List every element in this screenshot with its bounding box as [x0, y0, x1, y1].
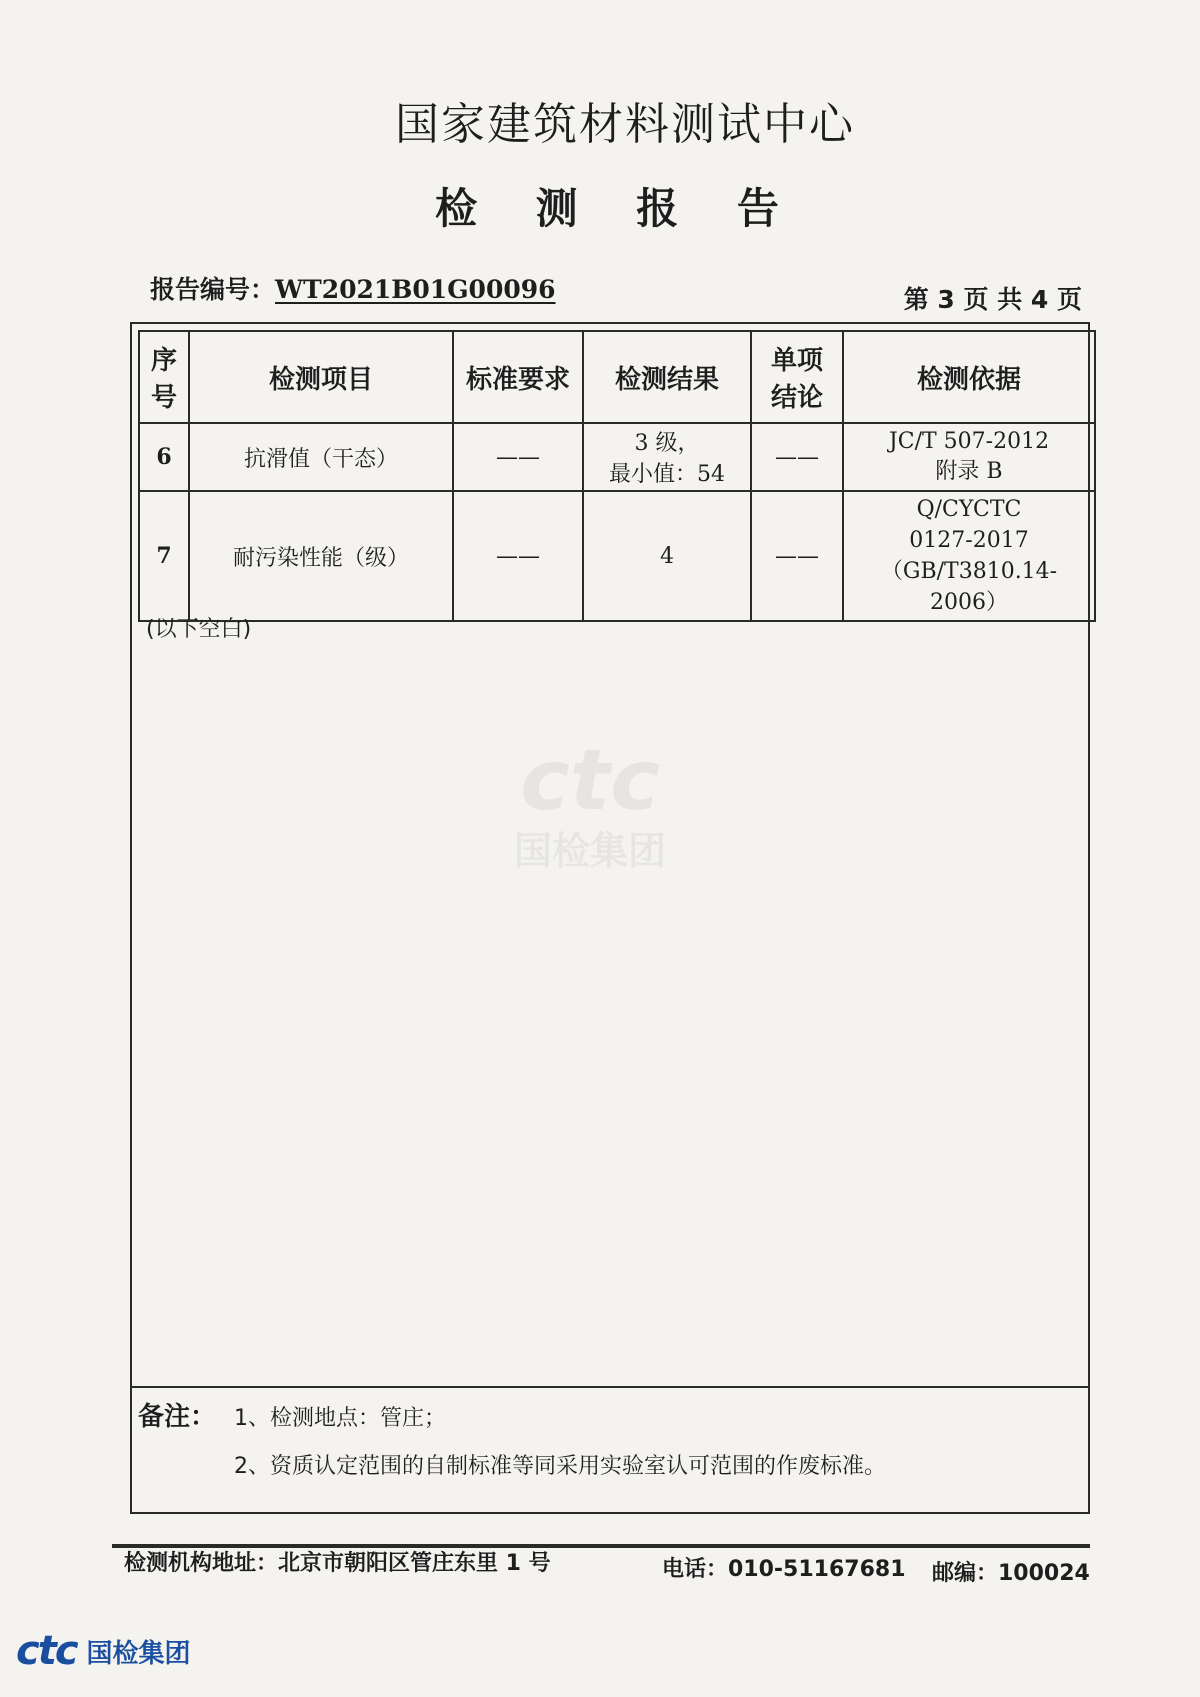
page-info: 第 3 页 共 4 页	[903, 285, 1082, 314]
brand	[16, 1628, 191, 1674]
row-basis: JC/T 507-2012 附录 B	[843, 423, 1095, 491]
org-title: 国家建筑材料测试中心	[395, 99, 855, 150]
note-2: 2、资质认定范围的自制标准等同采用实验室认可范围的作废标准。	[234, 1454, 886, 1479]
footer-postcode: 邮编：100024	[932, 1561, 1090, 1586]
notes-divider	[130, 1386, 1088, 1388]
row-seq: 6	[139, 423, 189, 491]
table-header-row	[139, 331, 1095, 423]
report-number	[150, 270, 556, 306]
footer-phone: 电话：010-51167681	[662, 1557, 906, 1582]
header-basis: 检测依据	[843, 331, 1095, 423]
row-result: 4	[583, 491, 751, 621]
row-item: 耐污染性能（级）	[189, 491, 453, 621]
report-number-label: 报告编号：	[150, 275, 276, 304]
test-results-table	[138, 330, 1096, 622]
watermark	[480, 731, 700, 875]
header-result: 检测结果	[583, 331, 751, 423]
brand-text: 国检集团	[86, 1638, 191, 1669]
row-seq: 7	[139, 491, 189, 621]
row-requirement: ——	[453, 491, 583, 621]
report-title: 检 测 报 告	[435, 184, 801, 233]
blank-note: (以下空白)	[146, 617, 252, 642]
row-basis: Q/CYCTC 0127-2017 （GB/T3810.14- 2006）	[843, 491, 1095, 621]
header-seq: 序 号	[139, 331, 189, 423]
note-1: 1、检测地点：管庄；	[234, 1406, 446, 1431]
header-item: 检测项目	[189, 331, 453, 423]
row-conclusion: ——	[751, 491, 843, 621]
table-row	[139, 423, 1095, 491]
header-conclusion: 单项 结论	[751, 331, 843, 423]
row-item: 抗滑值（干态）	[189, 423, 453, 491]
footer-address: 检测机构地址：北京市朝阳区管庄东里 1 号	[124, 1551, 551, 1576]
brand-logo: ctc	[16, 1628, 77, 1674]
row-requirement: ——	[453, 423, 583, 491]
watermark-logo: ctc	[520, 731, 660, 829]
watermark-text: 国检集团	[513, 829, 666, 873]
notes-label: 备注：	[138, 1402, 217, 1432]
table-row	[139, 491, 1095, 621]
header-requirement: 标准要求	[453, 331, 583, 423]
row-conclusion: ——	[751, 423, 843, 491]
row-result: 3 级， 最小值：54	[583, 423, 751, 491]
report-number-value: WT2021B01G00096	[275, 275, 556, 304]
